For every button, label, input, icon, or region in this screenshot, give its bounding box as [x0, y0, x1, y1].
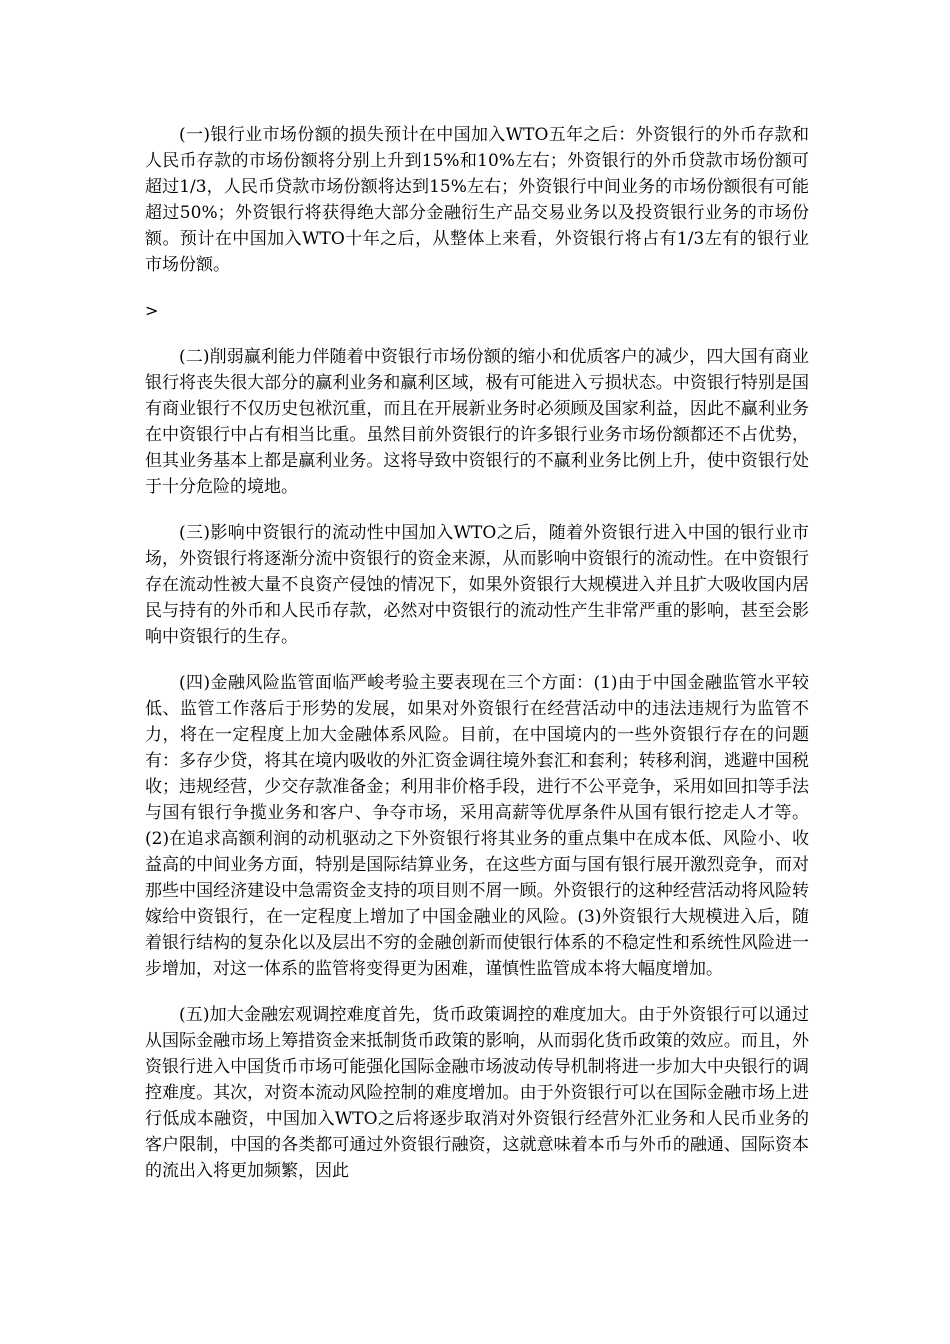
paragraph-liquidity: (三)影响中资银行的流动性中国加入WTO之后，随着外资银行进入中国的银行业市场，外资银行将逐渐分流中资银行的资金来源，从而影响中资银行的流动性。在中资银行存在流动性被大量不良资产侵蚀的情况下，如果外资银行大规模进入并且扩大吸收国内居民与持有的外币和人民币存款，必然对中资银行的流动性产生非常严重的影响，甚至会影响中资银行的生存。 [145, 523, 809, 647]
paragraph-spacer [145, 324, 809, 344]
paragraph-spacer [145, 278, 809, 298]
paragraph-spacer [145, 650, 809, 670]
paragraph-macro-control: (五)加大金融宏观调控难度首先，货币政策调控的难度加大。由于外资银行可以通过从国际金融市场上筹措资金来抵制货币政策的影响，从而弱化货币政策的效应。而且，外资银行进入中国货币市场可能强化国际金融市场波动传导机制将进一步加大中央银行的调控难度。其次，对资本流动风险控制的难度增加。由于外资银行可以在国际金融市场上进行低成本融资，中国加入WTO之后将逐步取消对外资银行经营外汇业务和人民币业务的客户限制，中国的各类都可通过外资银行融资，这就意味着本币与外币的融通、国际资本的流出入将更加频繁，因此 [145, 1005, 809, 1181]
paragraph-spacer [145, 500, 809, 520]
paragraph-spacer [145, 982, 809, 1002]
document-body [145, 122, 809, 1184]
paragraph-profitability: (二)削弱赢利能力伴随着中资银行市场份额的缩小和优质客户的减少，四大国有商业银行将丧失很大部分的赢利业务和赢利区域，极有可能进入亏损状态。中资银行特别是国有商业银行不仅历史包袱沉重，而且在开展新业务时必须顾及国家利益，因此不赢利业务在中资银行中占有相当比重。虽然目前外资银行的许多银行业务市场份额都还不占优势，但其业务基本上都是赢利业务。这将导致中资银行的不赢利业务比例上升，使中资银行处于十分危险的境地。 [145, 347, 809, 497]
marker-glyph: > [145, 301, 159, 320]
paragraph-market-share: (一)银行业市场份额的损失预计在中国加入WTO五年之后：外资银行的外币存款和人民币存款的市场份额将分别上升到15%和10%左右；外资银行的外币贷款市场份额可超过1/3，人民币贷款市场份额将达到15%左右；外资银行中间业务的市场份额很有可能超过50%；外资银行将获得绝大部分金融衍生产品交易业务以及投资银行业务的市场份额。预计在中国加入WTO十年之后，从整体上来看，外资银行将占有1/3左有的银行业市场份额。 [145, 125, 809, 275]
paragraph-risk-supervision: (四)金融风险监管面临严峻考验主要表现在三个方面：(1)由于中国金融监管水平较低、监管工作落后于形势的发展，如果对外资银行在经营活动中的违法违规行为监管不力，将在一定程度上加大金融体系风险。目前，在中国境内的一些外资银行存在的问题有：多存少贷，将其在境内吸收的外汇资金调往境外套汇和套利；转移利润，逃避中国税收；违规经营，少交存款准备金；利用非价格手段，进行不公平竞争，采用如回扣等手法与国有银行争揽业务和客户、争夺市场，采用高薪等优厚条件从国有银行挖走人才等。(2)在追求高额利润的动机驱动之下外资银行将其业务的重点集中在成本低、风险小、收益高的中间业务方面，特别是国际结算业务，在这些方面与国有银行展开激烈竞争，而对那些中国经济建设中急需资金支持的项目则不屑一顾。外资银行的这种经营活动将风险转嫁给中资银行，在一定程度上增加了中国金融业的风险。(3)外资银行大规模进入后，随着银行结构的复杂化以及层出不穷的金融创新而使银行体系的不稳定性和系统性风险进一步增加，对这一体系的监管将变得更为困难，谨慎性监管成本将大幅度增加。 [145, 673, 809, 979]
